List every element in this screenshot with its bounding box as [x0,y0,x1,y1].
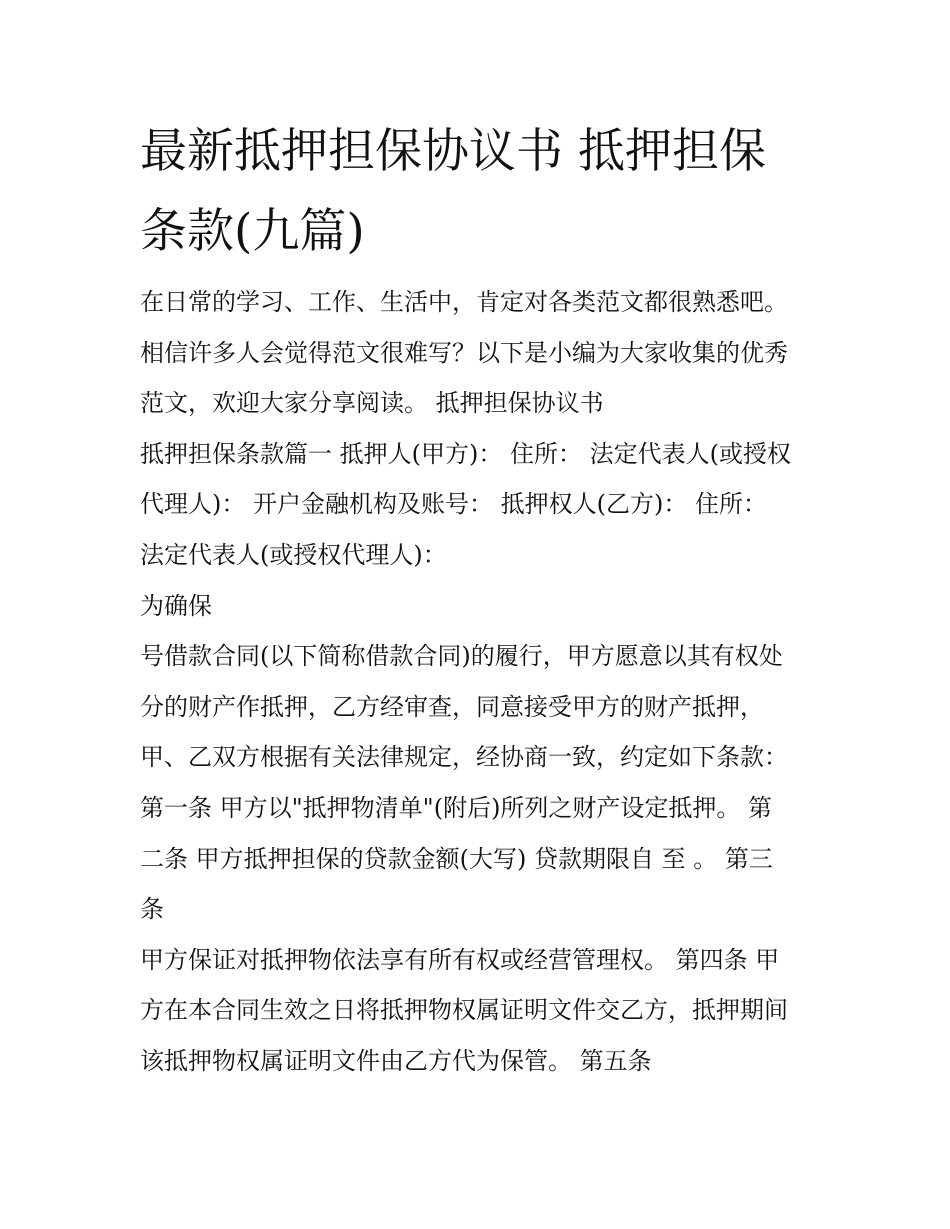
body-line: 范文，欢迎大家分享阅读。 抵押担保协议书 [140,389,604,418]
document-body [140,277,830,1087]
document-title [140,112,830,272]
body-line: 在日常的学习、工作、生活中，肯定对各类范文都很熟悉吧。 [140,288,788,316]
body-line: 条 [140,895,164,924]
body-line: 甲、乙双方根据有关法律规定，经协商一致，约定如下条款： [140,743,788,772]
body-line: 二条 甲方抵押担保的贷款金额(大写) 贷款期限自 至 。 第三 [140,844,773,873]
body-line: 代理人)： 开户金融机构及账号： 抵押权人(乙方)： 住所： [140,490,767,519]
body-line: 甲方保证对抵押物依法享有所有权或经营管理权。 第四条 甲 [140,945,780,974]
title-line-2: 条款(九篇) [140,204,365,259]
body-line: 号借款合同(以下简称借款合同)的履行，甲方愿意以其有权处 [140,642,783,671]
body-line: 方在本合同生效之日将抵押物权属证明文件交乙方，抵押期间 [140,996,788,1025]
body-line: 相信许多人会觉得范文很难写？以下是小编为大家收集的优秀 [140,338,788,367]
body-line: 该抵押物权属证明文件由乙方代为保管。 第五条 [140,1046,652,1075]
body-line: 抵押担保条款篇一 抵押人(甲方)： 住所： 法定代表人(或授权 [140,439,791,468]
title-line-1: 最新抵押担保协议书 抵押担保 [140,124,766,179]
body-line: 为确保 [140,591,212,620]
body-line: 法定代表人(或授权代理人)： [140,540,447,569]
body-line: 第一条 甲方以"抵押物清单"(附后)所列之财产设定抵押。 第 [140,793,773,822]
body-line: 分的财产作抵押，乙方经审查，同意接受甲方的财产抵押， [140,692,764,721]
